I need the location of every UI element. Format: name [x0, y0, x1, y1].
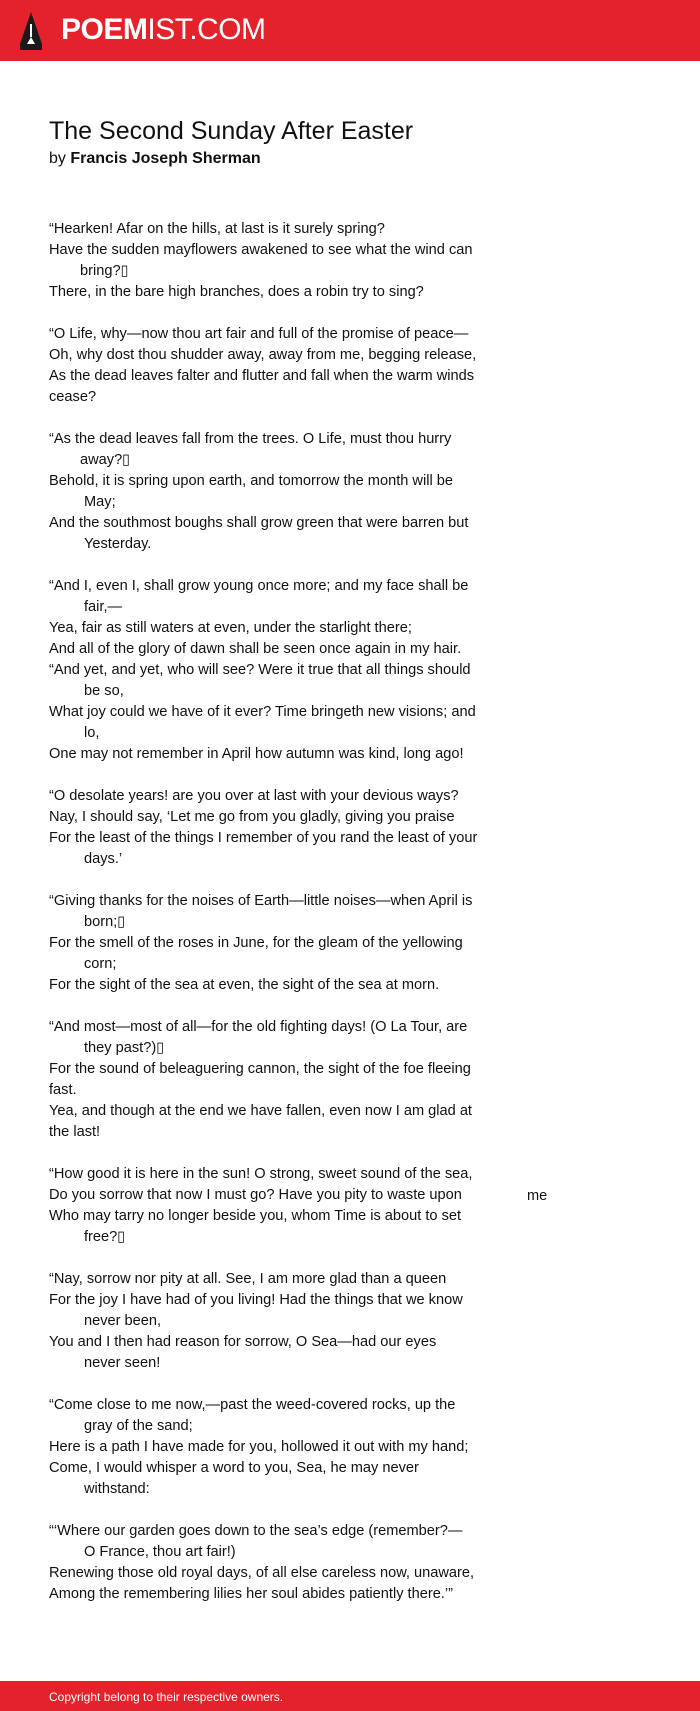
poem-line: fair,—: [84, 599, 123, 615]
poem-line: withstand:: [84, 1481, 150, 1497]
poem-line: never seen!: [84, 1355, 161, 1371]
site-footer: [0, 1681, 700, 1711]
poem-line: For the sound of beleaguering cannon, the sight of the foe fleeing: [49, 1061, 471, 1077]
poem-title: The Second Sunday After Easter: [49, 117, 414, 145]
poem-line: “How good it is here in the sun! O strong, sweet sound of the sea,: [49, 1166, 473, 1182]
poem-line: “And most—most of all—for the old fighting days! (O La Tour, are: [49, 1019, 468, 1035]
poem-line: May;: [84, 494, 116, 510]
poem-line: Among the remembering lilies her soul abides patiently there.’”: [49, 1586, 453, 1602]
poem-line: “And I, even I, shall grow young once more; and my face shall be: [49, 578, 469, 594]
pen-nib-icon: [18, 10, 44, 52]
stanza: [49, 1164, 569, 1248]
poem-line: bring?▯: [80, 263, 129, 279]
poem-line: There, in the bare high branches, does a robin try to sing?: [49, 284, 424, 300]
poem-line: “Hearken! Afar on the hills, at last is it surely spring?: [49, 221, 385, 237]
poem-line: “Giving thanks for the noises of Earth—little noises—when April is: [49, 893, 473, 909]
poem-line: never been,: [84, 1313, 162, 1329]
poem-line: “‘Where our garden goes down to the sea’s edge (remember?—: [49, 1523, 463, 1539]
poem-line: the last!: [49, 1124, 101, 1140]
poem-line: “Come close to me now,—past the weed-covered rocks, up the: [49, 1397, 456, 1413]
stanza: [49, 324, 569, 408]
poem-line: You and I then had reason for sorrow, O Sea—had our eyes: [49, 1334, 437, 1350]
poem-line: Do you sorrow that now I must go? Have you pity to waste upon: [49, 1187, 462, 1203]
poem-line: For the smell of the roses in June, for the gleam of the yellowing: [49, 935, 463, 951]
stanza: [49, 576, 569, 765]
poem-body: [49, 219, 569, 1626]
poem-line: Nay, I should say, ‘Let me go from you gladly, giving you praise: [49, 809, 455, 825]
copyright-text: Copyright belong to their respective owners.: [49, 1690, 284, 1704]
byline: [49, 148, 261, 170]
poem-line: free?▯: [84, 1229, 126, 1245]
poem-line: lo,: [84, 725, 100, 741]
poem-line: days.’: [84, 851, 123, 867]
poem-line: One may not remember in April how autumn was kind, long ago!: [49, 746, 464, 762]
author-name: Francis Joseph Sherman: [70, 150, 261, 167]
poem-line: O France, thou art fair!): [84, 1544, 236, 1560]
poem-line: Come, I would whisper a word to you, Sea, he may never: [49, 1460, 419, 1476]
stanza: [49, 1395, 569, 1500]
stanza: [49, 1269, 569, 1374]
poem-line: And all of the glory of dawn shall be seen once again in my hair.: [49, 641, 462, 657]
poem-line: be so,: [84, 683, 124, 699]
stanza: [49, 219, 569, 303]
logo-light-text: IST.COM: [147, 13, 266, 46]
stray-word: me: [527, 1188, 548, 1204]
poem-line: Yea, and though at the end we have fallen, even now I am glad at: [49, 1103, 472, 1119]
poem-line: “O Life, why—now thou art fair and full of the promise of peace—: [49, 326, 469, 342]
poem-line: “As the dead leaves fall from the trees. O Life, must thou hurry: [49, 431, 452, 447]
poem-line: Yesterday.: [84, 536, 152, 552]
poem-line: fast.: [49, 1082, 77, 1098]
poem-line: Behold, it is spring upon earth, and tomorrow the month will be: [49, 473, 453, 489]
stanza: [49, 1017, 569, 1143]
poem-line: gray of the sand;: [84, 1418, 193, 1434]
poem-line: For the joy I have had of you living! Had the things that we know: [49, 1292, 463, 1308]
poem-line: Renewing those old royal days, of all else careless now, unaware,: [49, 1565, 475, 1581]
poem-line: cease?: [49, 389, 97, 405]
poem-line: For the sight of the sea at even, the sight of the sea at morn.: [49, 977, 440, 993]
poem-line: For the least of the things I remember of you rand the least of your: [49, 830, 478, 846]
poem-line: “Nay, sorrow nor pity at all. See, I am more glad than a queen: [49, 1271, 447, 1287]
poem-line: born;▯: [84, 914, 126, 930]
poem-line: “O desolate years! are you over at last with your devious ways?: [49, 788, 459, 804]
site-header: [0, 0, 700, 61]
stanza: [49, 1521, 569, 1605]
poem-line: they past?)▯: [84, 1040, 165, 1056]
stanza: [49, 891, 569, 996]
poem-line: away?▯: [80, 452, 131, 468]
poem-line: Have the sudden mayflowers awakened to see what the wind can: [49, 242, 473, 258]
poem-line: And the southmost boughs shall grow green that were barren but: [49, 515, 469, 531]
poem-line: Yea, fair as still waters at even, under the starlight there;: [49, 620, 412, 636]
poem-line: corn;: [84, 956, 117, 972]
site-logo-link[interactable]: [61, 13, 266, 47]
poem-line: What joy could we have of it ever? Time bringeth new visions; and: [49, 704, 476, 720]
poem-line: As the dead leaves falter and flutter and fall when the warm winds: [49, 368, 475, 384]
poem-line: Oh, why dost thou shudder away, away from me, begging release,: [49, 347, 477, 363]
logo-bold-text: POEM: [61, 13, 148, 46]
poem-line: Here is a path I have made for you, hollowed it out with my hand;: [49, 1439, 469, 1455]
stanza: [49, 429, 569, 555]
stanza: [49, 786, 569, 870]
poem-line: Who may tarry no longer beside you, whom Time is about to set: [49, 1208, 462, 1224]
poem-line: “And yet, and yet, who will see? Were it true that all things should: [49, 662, 471, 678]
by-label: by: [49, 150, 66, 167]
